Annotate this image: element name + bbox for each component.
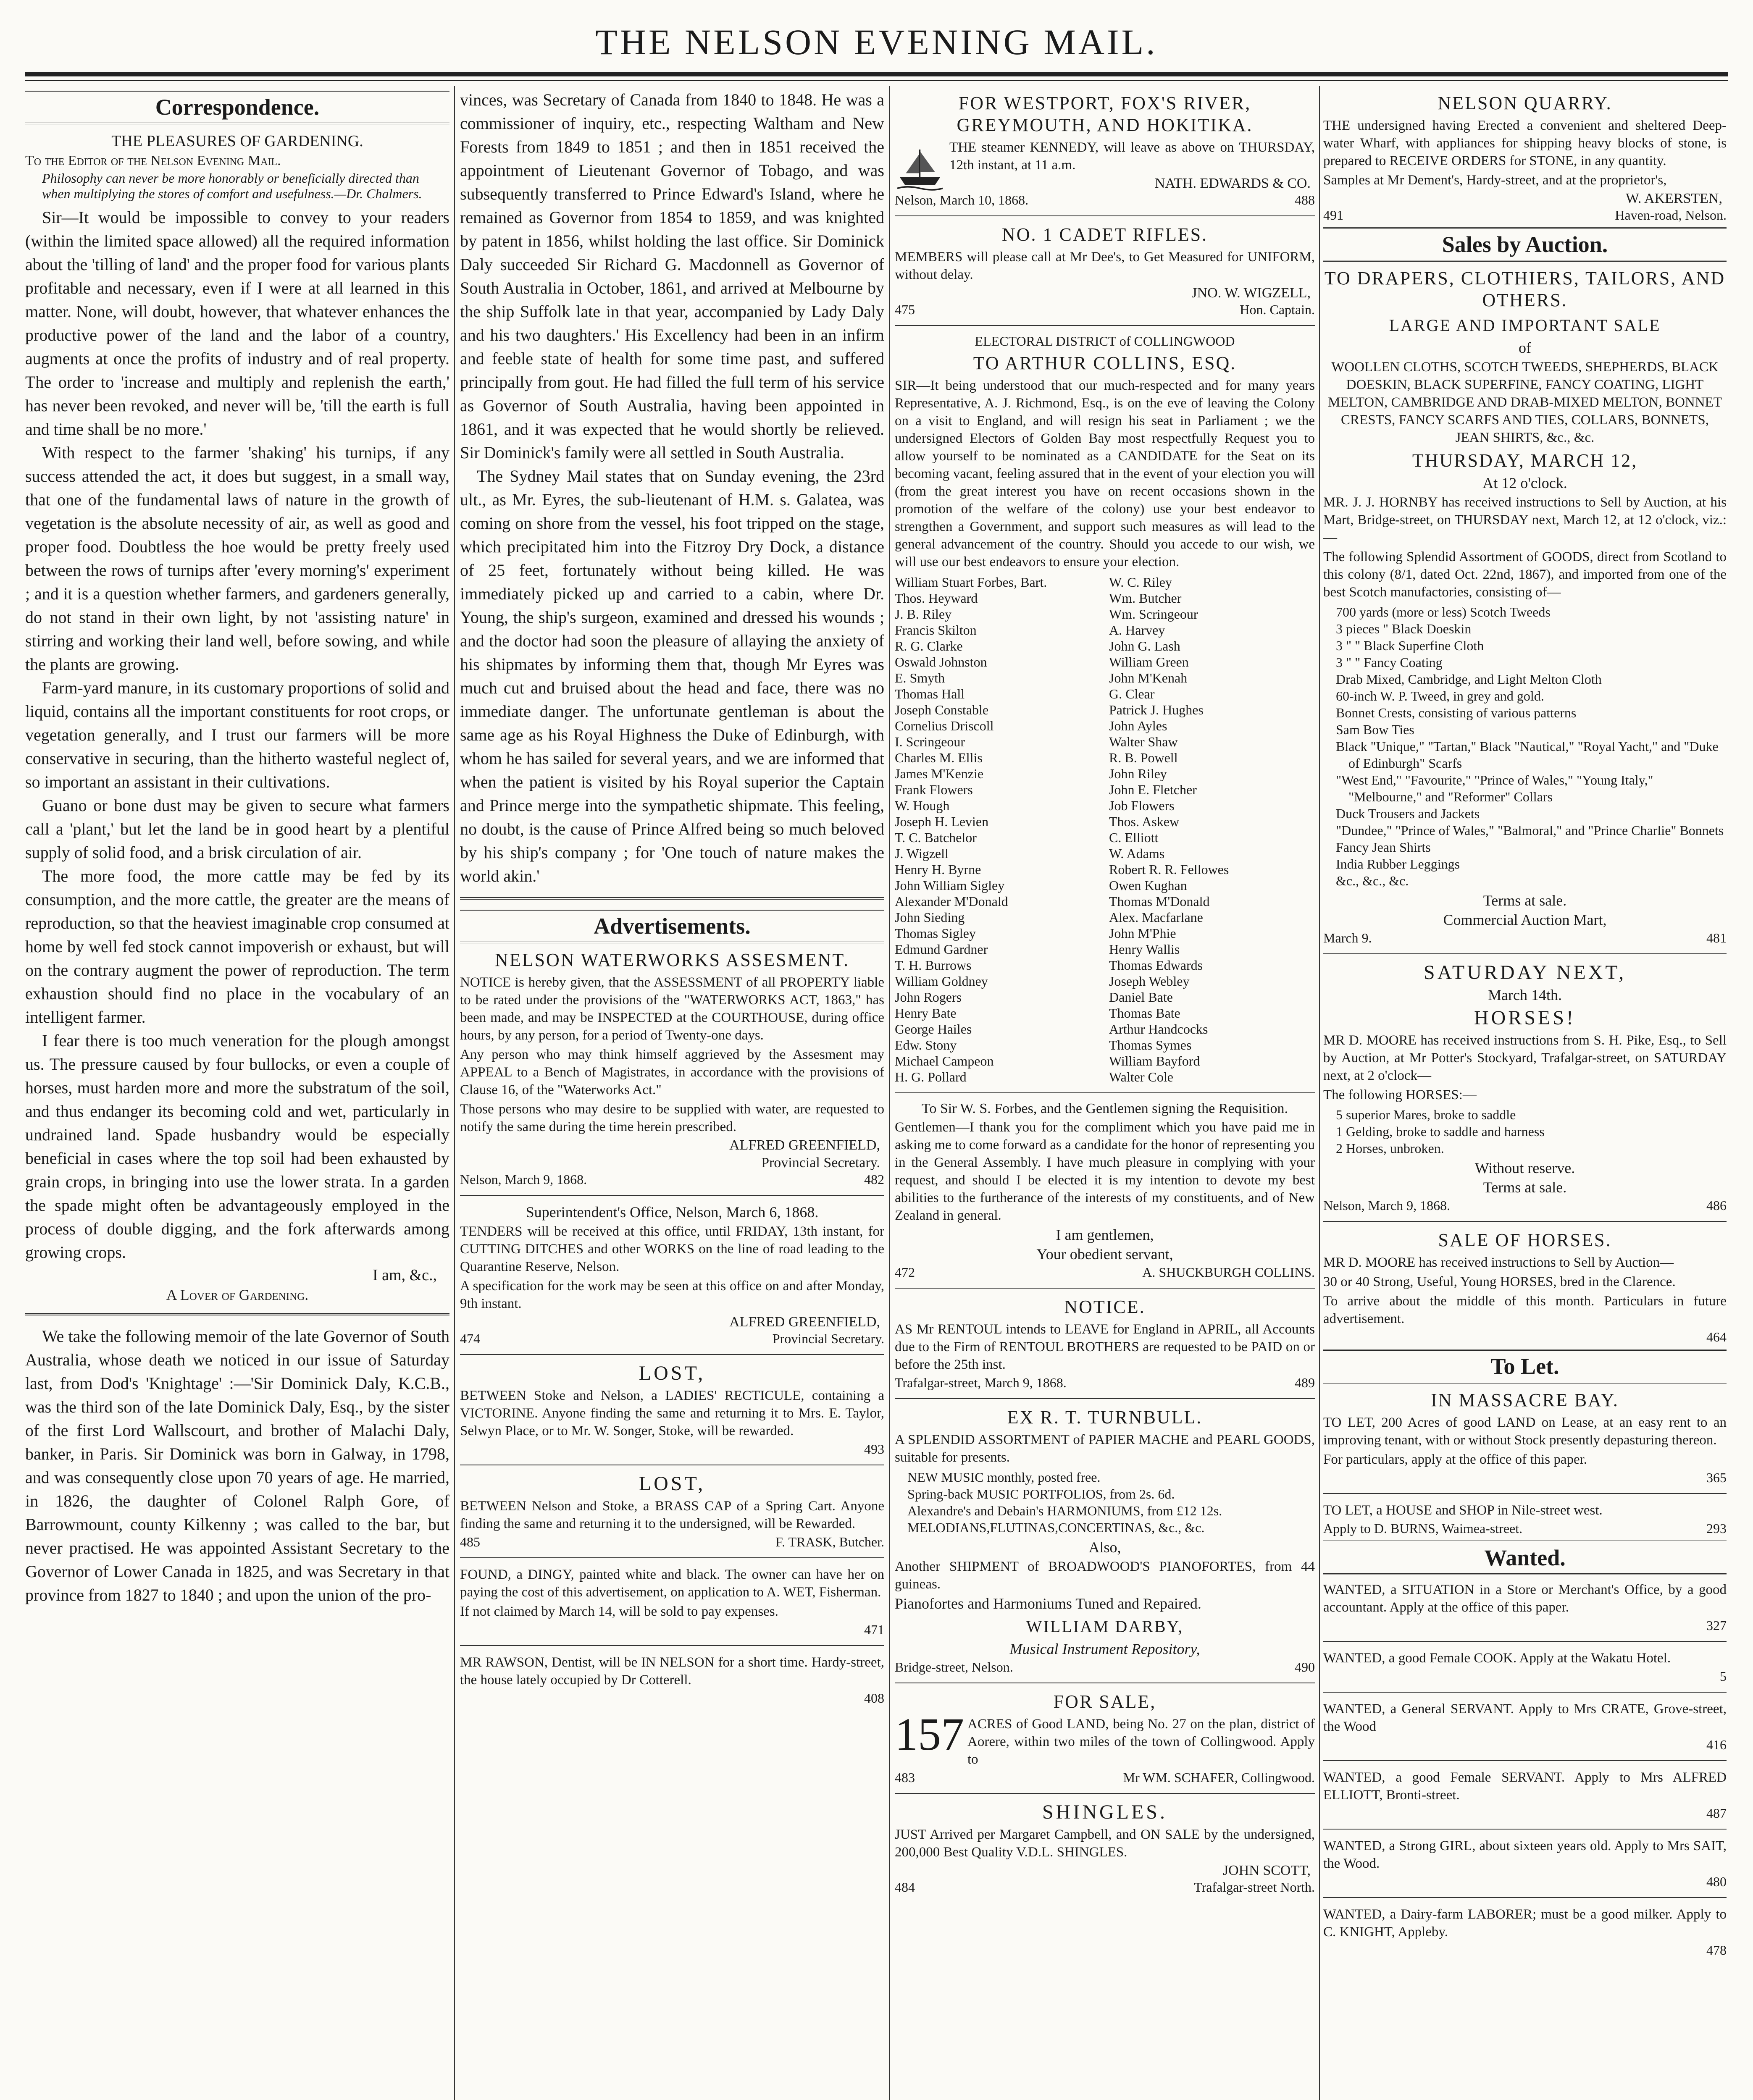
column-1 [25,88,449,2100]
list-item: Duck Trousers and Jackets [1336,806,1480,821]
ad-number: 472 [895,1265,915,1280]
list-item: NEW MUSIC monthly, posted free. [907,1470,1101,1485]
signatory-name: Walter Shaw [1109,734,1178,749]
ad-number: 327 [1706,1618,1727,1633]
ad-date: Nelson, March 9, 1868. [1323,1198,1451,1213]
signatory-name: John William Sigley [895,878,1005,893]
ad-street: Bridge-street, Nelson. [895,1659,1013,1675]
ad-heading: FOR SALE, [1053,1691,1156,1712]
divider [1323,1641,1727,1642]
ad-nile-street [1323,1502,1727,1536]
signatory-name: Oswald Johnston [895,654,987,669]
ad-text: TO LET, 200 Acres of good LAND on Lease, at an easy rent to an improving tenant, with or without Stock presently depasturing thereon. [1323,1415,1727,1448]
ad-number: 475 [895,302,915,317]
ad-text: The following HORSES:— [1323,1087,1477,1102]
ad-wanted [1323,1649,1727,1684]
signatory-name: Wm. Scringeour [1109,606,1198,622]
signatory-name: Michael Campeon [895,1053,994,1068]
signatory-name: J. Wigzell [895,846,949,861]
ad-date: March 14th. [1488,987,1562,1003]
memoir-article: We take the following memoir of the late Governor of South Australia, whose death we noticed in our issue of Saturday last, from Dod's 'Knightage' :—'Sir Dominick Daly, K.C.B., was the third son of the late Dominick Daly, Esq., by the sister of the first Lord Wallscourt, and brother of Malachi Daly, banker, in Paris. Sir Dominick was born in Galway, in 1798, and was consequently close upon 70 years of age. He married, in 1826, the daughter of Colonel Ralph Gore, of Barrowmount, county Kilkenny ; was called to the bar, but never practised. He was appointed Assistant Secretary to the Governor of Lower Canada in 1825, and was Secretary in that province from 1827 to 1840 ; and upon the union of the pro- [25,1327,449,1604]
section-advertisements: Advertisements. [460,909,884,943]
ad-signature: W. AKERSTEN, [1625,191,1722,206]
ad-cadet-rifles [895,224,1315,318]
ad-text: FOUND, a DINGY, painted white and black. The owner can have her on paying the cost of this advertisement, on application to A. WET, Fisherman. [460,1567,884,1600]
ad-text: WANTED, a Strong GIRL, about sixteen years old. Apply to Mrs SAIT, the Wood. [1323,1838,1727,1871]
signatory-name: Edmund Gardner [895,942,988,957]
column-divider [1319,86,1320,2100]
divider [1323,1221,1727,1222]
ad-heading: NO. 1 CADET RIFLES. [1001,224,1208,245]
ad-signature-title: Provincial Secretary. [761,1155,880,1171]
ad-heading: EX R. T. TURNBULL. [1007,1407,1203,1428]
masthead-rule-thin [25,80,1728,81]
ad-number: 293 [1706,1521,1727,1536]
ad-number: 491 [1323,207,1343,223]
ad-number: 481 [1706,930,1727,945]
signatory-name: Arthur Handcocks [1109,1021,1208,1037]
ad-darby-music [895,1407,1315,1675]
signatory-name: T. C. Batchelor [895,830,977,845]
list-item: 1 Gelding, broke to saddle and harness [1336,1124,1545,1139]
ad-text: A SPLENDID ASSORTMENT of PAPIER MACHE and PEARL GOODS, suitable for presents. [895,1432,1315,1465]
divider [895,215,1315,216]
signatory-name: Joseph Webley [1109,974,1190,989]
ad-for-sale-land [895,1691,1315,1785]
section-wanted: Wanted. [1323,1541,1727,1575]
ad-signature: ALFRED GREENFIELD, [729,1137,880,1153]
signatory-name: John Riley [1109,766,1167,781]
signatory-name: William Bayford [1109,1053,1200,1068]
signatory-name: Thomas M'Donald [1109,894,1210,909]
acres-number: 157 [895,1709,964,1760]
ad-text: WANTED, a Dairy-farm LABORER; must be a good milker. Apply to C. KNIGHT, Appleby. [1323,1907,1727,1940]
signatory-name: Edw. Stony [895,1037,957,1053]
section-correspondence: Correspondence. [25,90,449,124]
masthead [25,17,1728,71]
ad-text: To arrive about the middle of this month. Particulars in future advertisement. [1323,1294,1727,1326]
item-list [907,1469,1315,1536]
ad-text: The following Splendid Assortment of GOODS, direct from Scotland to this colony (8/1, dated Oct. 22nd, 1867), and imported from one of the best Scotch manufactories, consisting of— [1323,549,1727,600]
signatory-name: William Goldney [895,974,988,989]
signatory-name: John Ayles [1109,718,1167,733]
ad-date-heading: SATURDAY NEXT, [1423,961,1627,984]
signatory-name: Charles M. Ellis [895,750,983,765]
signatory-name: John M'Phie [1109,926,1176,941]
ad-text: MR D. MOORE has received instructions to Sell by Auction— [1323,1255,1674,1270]
ad-signature: F. TRASK, Butcher. [775,1534,884,1549]
signatory-name: Job Flowers [1109,798,1175,813]
divider [895,325,1315,326]
ad-heading: HORSES! [1474,1007,1576,1029]
ad-goods: WOOLLEN CLOTHS, SCOTCH TWEEDS, SHEPHERDS, BLACK DOESKIN, BLACK SUPERFINE, FANCY COATING, LIGHT MELTON, CAMBRIDGE AND DRAB-MIXED MELTON, BONNET CRESTS, FANCY SCARFS AND TIES, COLLARS, BONNETS, JEAN SHIRTS, &c., &c. [1328,360,1722,445]
signatory-name: C. Elliott [1109,830,1159,845]
signatory-name: Robert R. R. Fellowes [1109,862,1229,877]
ad-text: THE undersigned having Erected a convenient and sheltered Deep-water Wharf, with appliances for shipping heavy blocks of stone, is prepared to RECEIVE ORDERS for STONE, in any quantity. [1323,118,1727,168]
ad-text: Apply to D. BURNS, Waimea-street. [1323,1521,1523,1536]
divider [25,1313,449,1315]
signatory-name: Thos. Askew [1109,814,1180,829]
ad-closing: Your obedient servant, [1036,1246,1173,1263]
letter-paragraph: Guano or bone dust may be given to secure what farmers call a 'plant,' but let the land be in good heart by a plentiful supply of solid food, and a brisk circulation of air. [25,796,449,862]
ad-date-heading: THURSDAY, MARCH 12, [1412,450,1638,471]
ad-text: Gentlemen—I thank you for the compliment which you have paid me in asking me to come forward as a candidate for the honor of representing you in the General Assembly. I have much pleasure in complying with your request, and should I be elected it is my intention to devote my best abilities to the furtherance of the interests of my constituents, and of New Zealand in general. [895,1120,1315,1223]
list-item: Drab Mixed, Cambridge, and Light Melton Cloth [1336,672,1602,687]
divider [460,1557,884,1558]
ad-text: WANTED, a good Female SERVANT. Apply to Mrs ALFRED ELLIOTT, Bronti-street. [1323,1770,1727,1803]
ad-text: JUST Arrived per Margaret Campbell, and ON SALE by the undersigned, 200,000 Best Quality V.D.L. SHINGLES. [895,1827,1315,1860]
ad-terms: Terms at sale. [1483,1179,1567,1196]
signatory-name: Daniel Bate [1109,990,1173,1005]
signatories-right [1109,574,1315,1085]
ad-number: 488 [1295,192,1315,207]
letter-paragraph: Farm-yard manure, in its customary proportions of solid and liquid, contains all the important constituents for root crops, or vegetation generally, and I trust our farmers will be more conservative in securing, than the hitherto wasteful neglect of, so important an assistant in their cultivations. [25,678,449,791]
ad-text: WANTED, a General SERVANT. Apply to Mrs CRATE, Grove-street, the Wood [1323,1701,1727,1734]
ad-heading: LOST, [639,1473,706,1495]
ad-signature: JOHN SCOTT, [1222,1863,1311,1878]
signatory-name: Owen Kughan [1109,878,1187,893]
divider [1323,1692,1727,1693]
signatory-name: Alex. Macfarlane [1109,910,1203,925]
ad-notice-rentoul [895,1296,1315,1391]
letter-paragraph: Sir—It would be impossible to convey to your readers (within the limited space allowed) all the required information about the 'tilling of land' and the proper food for various plants profitable and necessary, even if I were at all learned in this matter. None, will doubt, however, that whatever enhances the productive power of the land and the labor of a country, augments at once the profits of industry and of real property. The order to 'increase and multiply and replenish the earth,' has never been revoked, and never will be, 'till the earth is full and time shall be no more.' [25,208,449,438]
list-item: 3 " " Fancy Coating [1336,655,1443,670]
ad-number: 484 [895,1880,915,1895]
signatory-name: Thos. Heyward [895,591,978,606]
signatory-name: Henry H. Byrne [895,862,981,877]
ad-time: At 12 o'clock. [1482,475,1567,491]
ad-number: 5 [1720,1669,1727,1684]
signatory-name: Patrick J. Hughes [1109,702,1204,717]
divider [460,1645,884,1646]
signatories-left [895,574,1101,1085]
ad-number: 486 [1706,1198,1727,1213]
ad-wanted [1323,1769,1727,1821]
letter-title: THE PLEASURES OF GARDENING. [111,132,363,150]
list-item: Black "Unique," "Tartan," Black "Nautical," "Royal Yacht," and "Duke of Edinburgh" Scarfs [1336,739,1719,771]
letter-paragraph: With respect to the farmer 'shaking' his turnips, if any success attended the act, it does but suggest, in a small way, that one of the fundamental laws of nature in the growth of vegetation is the absolute necessity of air, as well as good and proper food. Doubtless the hoe would be pretty freely used between the rows of turnips after 'every morning's' experiment ; and it is a question whether farmers, and gardeners generally, do not stand in their own light, by not 'assisting nature' in stirring and working their land well, before sowing, and while the plants are growing. [25,443,449,674]
divider [460,1195,884,1196]
ad-heading: FOR WESTPORT, FOX'S RIVER, GREYMOUTH, AND HOKITIKA. [957,93,1253,135]
signatory-name: R. G. Clarke [895,638,963,654]
signatory-name: Alexander M'Donald [895,894,1008,909]
ad-heading: SHINGLES. [1042,1801,1167,1823]
ad-found-dingy [460,1566,884,1638]
ad-number: 493 [864,1441,884,1457]
list-item: Alexandre's and Debain's HARMONIUMS, from £12 12s. [907,1503,1222,1518]
list-item: Spring-back MUSIC PORTFOLIOS, from 2s. 6d. [907,1486,1175,1502]
ad-number: 416 [1706,1737,1727,1752]
signatory-name: John M'Kenah [1109,670,1188,685]
signatory-name: Thomas Edwards [1109,958,1203,973]
ad-street: Haven-road, Nelson. [1615,207,1727,223]
ad-heading: To Sir W. S. Forbes, and the Gentlemen signing the Requisition. [921,1101,1288,1116]
ad-dentist [460,1654,884,1706]
ad-text: Another SHIPMENT of BROADWOOD'S PIANOFORTES, from 44 guineas. [895,1559,1315,1592]
ad-text: MEMBERS will please call at Mr Dee's, to Get Measured for UNIFORM, without delay. [895,249,1315,282]
signatory-name: I. Scringeour [895,734,965,749]
ad-text: SIR—It being understood that our much-respected and for many years Representative, A. J. Richmond, Esq., is on the eve of leaving the Colony on a visit to England, and will resign his seat in Parliament ; we the undersigned Electors of Golden Bay most respectfully Request you to allow yourself to be nominated as a CANDIDATE for the Seat on its becoming vacant, feeling assured that in the event of your election you will (from the great interest you have on recent occasions shown in the promotion of the welfare of the colony) use your best endeavor to strengthen a Government, and support such measures as will lead to the general advancement of the country. Should you accede to our wish, we will use our best endeavors to ensure your election. [895,378,1315,570]
ad-text: TO LET, a HOUSE and SHOP in Nile-street west. [1323,1503,1603,1518]
ad-signature: A. SHUCKBURGH COLLINS. [1142,1265,1315,1280]
ad-number: 471 [864,1622,884,1637]
signatory-name: Thomas Bate [1109,1005,1180,1021]
divider [1323,1493,1727,1494]
divider [895,1398,1315,1399]
ad-text: MR RAWSON, Dentist, will be IN NELSON for a short time. Hardy-street, the house lately occupied by Dr Cotterell. [460,1655,884,1688]
signatory-name: John Sieding [895,910,965,925]
divider [460,1354,884,1355]
signatory-name: Henry Wallis [1109,942,1180,957]
letter-signature: A Lover of Gardening. [166,1286,309,1303]
ad-heading: NELSON WATERWORKS ASSESMENT. [495,950,849,970]
signatory-name: G. Clear [1109,686,1155,701]
ad-number: 489 [1295,1375,1315,1390]
ad-heading: TO DRAPERS, CLOTHIERS, TAILORS, AND OTHERS. [1324,268,1726,310]
divider [1323,1760,1727,1761]
ad-number: 487 [1706,1806,1727,1821]
signatory-name: Frank Flowers [895,782,973,797]
ad-closing: I am gentlemen, [1056,1226,1154,1243]
ad-text: THE steamer KENNEDY, will leave as above on THURSDAY, 12th instant, at 11 a.m. [949,140,1315,173]
ad-date: Nelson, March 10, 1868. [895,192,1029,207]
ad-lost-recticule [460,1362,884,1457]
ad-number: 490 [1295,1659,1315,1675]
ad-text: AS Mr RENTOUL intends to LEAVE for England in APRIL, all Accounts due to the Firm of RENTOUL BROTHERS are requested to be PAID on or before the 25th inst. [895,1322,1315,1372]
ad-wanted [1323,1906,1727,1958]
signatory-name: R. B. Powell [1109,750,1178,765]
ad-shop: Musical Instrument Repository, [1009,1641,1200,1657]
ad-office: Superintendent's Office, Nelson, March 6, 1868. [526,1204,819,1221]
signatory-name: Thomas Hall [895,686,965,701]
ad-signature-title: Hon. Captain. [1240,302,1315,317]
ad-text: If not claimed by March 14, will be sold to pay expenses. [460,1604,778,1619]
list-item: "Dundee," "Prince of Wales," "Balmoral," and "Prince Charlie" Bonnets [1336,823,1724,838]
ad-text: Those persons who may desire to be supplied with water, are requested to notify the same during the time herein prescribed. [460,1102,884,1134]
ad-number: 474 [460,1331,480,1346]
ad-number: 365 [1706,1470,1727,1485]
list-item: 700 yards (more or less) Scotch Tweeds [1336,604,1551,620]
newspaper-title: THE NELSON EVENING MAIL. [595,22,1158,62]
ad-subheading: LARGE AND IMPORTANT SALE [1389,316,1661,335]
ad-text: ACRES of Good LAND, being No. 27 on the plan, district of Aorere, within two miles of the town of Collingwood. Apply to [967,1717,1315,1767]
letter-closing: I am, &c., [372,1266,437,1284]
signatory-name: John E. Fletcher [1109,782,1197,797]
ad-date: Nelson, March 9, 1868. [460,1172,587,1187]
signatory-name: E. Smyth [895,670,945,685]
ad-number: 478 [1706,1942,1727,1958]
ad-date: Trafalgar-street, March 9, 1868. [895,1375,1067,1390]
list-item: 2 Horses, unbroken. [1336,1141,1444,1156]
ad-text: BETWEEN Nelson and Stoke, a BRASS CAP of a Spring Cart. Anyone finding the same and returning it to the undersigned, will be Rewarded. [460,1499,884,1531]
ad-massacre-bay [1323,1389,1727,1486]
letter-paragraph: The more food, the more cattle may be fed by its consumption, and the more cattle, the greater are the means of reproduction, so that the heaviest imaginable crop consumed at home by well fed stock cannot impoverish or exhaust, but will on the contrary augment the power of reproduction. The term exhaustion should find no place in the vocabulary of an intelligent farmer. [25,866,449,1026]
signatory-name: J. B. Riley [895,606,952,622]
ad-signature: NATH. EDWARDS & CO. [1154,176,1311,191]
list-item: Fancy Jean Shirts [1336,840,1431,855]
signatory-name: Henry Bate [895,1005,957,1021]
divider [1323,1829,1727,1830]
list-item: 3 " " Black Superfine Cloth [1336,638,1484,653]
ad-signature-title: Provincial Secretary. [772,1331,884,1346]
ad-number: 482 [864,1172,884,1187]
ad-heading: NOTICE. [1064,1297,1146,1317]
sydney-article: The Sydney Mail states that on Sunday evening, the 23rd ult., as Mr. Eyres, the sub-lieutenant of H.M. s. Galatea, was coming on shore from the vessel, his foot tripped on the stage, which precipitated him into the Fitzroy Dry Dock, a distance of 25 feet, fortunately without being killed. He was immediately picked up and carried to a cabin, where Dr. Young, the ship's surgeon, examined and dressed his wounds ; and the doctor had soon the pleasure of allaying the anxiety of his shipmates by informing them that, though Mr Eyres was much cut and bruised about the head and face, there was no immediate danger. The unfortunate gentleman is about the same age as his Royal Highness the Duke of Edinburgh, with whom he has sailed for several years, and we are informed that when the patient is visited by his Royal superior the Captain and Prince merge into the sympathetic shipmate. This feeling, no doubt, is the cause of Prince Alfred being so much beloved by his ship's company ; for 'One touch of nature makes the world akin.' [460,467,884,885]
signatory-name: Thomas Symes [1109,1037,1192,1053]
ad-heading: LOST, [639,1362,706,1384]
divider [1323,1897,1727,1898]
ad-waterworks [460,949,884,1187]
list-item: India Rubber Leggings [1336,856,1460,872]
divider [1323,953,1727,954]
masthead-rule [25,72,1728,76]
ad-wanted [1323,1700,1727,1753]
ad-number: 480 [1706,1874,1727,1889]
signatory-name: W. Adams [1109,846,1165,861]
ad-number: 408 [864,1690,884,1706]
column-divider [454,86,455,2100]
ad-text: Also, [1088,1539,1121,1556]
signatory-name: James M'Kenzie [895,766,984,781]
signatory-name: Wm. Butcher [1109,591,1182,606]
ad-horses-auction [1323,962,1727,1213]
ad-text: For particulars, apply at the office of this paper. [1323,1452,1587,1467]
ad-quarry [1323,92,1727,223]
signatory-name: George Hailes [895,1021,972,1037]
ad-signature: ALFRED GREENFIELD, [729,1314,880,1330]
ad-text: BETWEEN Stoke and Nelson, a LADIES' RECTICULE, containing a VICTORINE. Anyone finding the same and returning it to Mrs. E. Taylor, Selwyn Place, or to Mr. W. Songer, Stoke, will be rewarded. [460,1388,884,1438]
ad-lost-cap [460,1473,884,1550]
ad-heading: IN MASSACRE BAY. [1431,1390,1619,1410]
ad-text: Samples at Mr Dement's, Hardy-street, and at the proprietor's, [1323,173,1667,188]
signatory-name: A. Harvey [1109,622,1165,638]
ad-text: 30 or 40 Strong, Useful, Young HORSES, bred in the Clarence. [1323,1274,1676,1289]
letter-addressee: To the Editor of the Nelson Evening Mail. [25,153,281,168]
ad-signature: JNO. W. WIGZELL, [1191,285,1311,301]
section-sales-by-auction: Sales by Auction. [1323,227,1727,262]
ad-electoral-requisition [895,333,1315,1085]
list-item: "West End," "Favourite," "Prince of Wales," "Young Italy," "Melbourne," and "Reformer" Collars [1336,772,1653,804]
signatory-name: William Green [1109,654,1189,669]
signatory-name: Joseph H. Levien [895,814,989,829]
ad-terms: Terms at sale. [1483,892,1567,909]
ad-text: MR D. MOORE has received instructions from S. H. Pike, Esq., to Sell by Auction, at Mr Potter's Stockyard, Trafalgar-street, on SATURDAY next, at 2 o'clock— [1323,1033,1727,1083]
list-item: Sam Bow Ties [1336,722,1414,737]
ad-signature: Mr WM. SCHAFER, Collingwood. [1123,1770,1315,1785]
item-list [1336,1106,1727,1157]
letter-epigraph: Philosophy can never be more honorably or beneficially directed than when multiplying the stores of comfort and usefulness.—Dr. Chalmers. [42,171,422,201]
signatory-name: T. H. Burrows [895,958,972,973]
signatory-name: John Rogers [895,990,962,1005]
ad-drapers-sale [1323,268,1727,946]
ad-text: WANTED, a good Female COOK. Apply at the Wakatu Hotel. [1323,1651,1671,1666]
ad-steamer [895,92,1315,208]
list-item: 5 superior Mares, broke to saddle [1336,1107,1516,1122]
ad-wanted [1323,1837,1727,1890]
ship-icon [895,142,945,192]
ad-text: Pianofortes and Harmoniums Tuned and Repaired. [895,1595,1201,1612]
ad-mart: Commercial Auction Mart, [1443,911,1607,928]
ad-heading: TO ARTHUR COLLINS, ESQ. [973,353,1237,373]
ad-collins-reply [895,1101,1315,1280]
section-to-let: To Let. [1323,1349,1727,1383]
ad-number: 483 [895,1770,915,1785]
signatory-name: William Stuart Forbes, Bart. [895,575,1047,590]
ad-date: March 9. [1323,930,1372,945]
signatory-name: W. Hough [895,798,950,813]
list-item: Bonnet Crests, consisting of various patterns [1336,705,1577,720]
signatory-name: Walter Cole [1109,1069,1173,1084]
item-list [1336,604,1727,889]
column-2 [460,88,884,2100]
column-3 [895,88,1315,2100]
ad-sale-of-horses [1323,1229,1727,1345]
ad-shingles [895,1801,1315,1895]
memoir-continued: vinces, was Secretary of Canada from 1840 to 1848. He was a commissioner of inquiry, etc., respecting Waltham and New Forests from 1849 to 1851 ; and then in 1851 received the appointment of Lieutenant Governor of Tobago, and was subsequently transferred to Prince Edward's Island, where he remained as Governor from 1854 to 1859, and was knighted by patent in 1856, whilst holding the last office. Sir Dominick Daly succeeded Sir Richard G. Macdonnell as Governor of South Australia in October, 1861, and arrived at Melbourne by the ship Suffolk late in that year, accompanied by Lady Daly and his two daughters.' His Excellency had been in an infirm and feeble state of health for some time past, and suffered principally from gout. He had filled the full term of his service as Governor of South Australia, having been appointed in 1861, and it was expected that he would shortly be relieved. Sir Dominick's family were all settled in South Australia. [460,90,884,462]
signatory-name: H. G. Pollard [895,1069,967,1084]
divider [895,1092,1315,1093]
ad-heading: SALE OF HORSES. [1438,1230,1612,1250]
list-item: &c., &c., &c. [1336,873,1409,888]
signatory-name: Cornelius Driscoll [895,718,994,733]
signatory-name: Joseph Constable [895,702,989,717]
ad-street: Trafalgar-street North. [1194,1880,1315,1895]
letter-paragraph: I fear there is too much veneration for the plough amongst us. The pressure caused by four bullocks, or even a couple of horses, must harden more and more the substratum of the soil, and thus endanger its becoming cold and wet, particularly in undrained land. Spade husbandry would be especially beneficial in cases where the top soil had been exhausted by grain crops, in bringing into use the lower strata. In a garden the spade might often be advantageously employed in the process of double digging, and the fork afterwards among growing crops. [25,1031,449,1262]
ad-district: ELECTORAL DISTRICT of COLLINGWOOD [975,333,1235,349]
ad-number: 464 [1706,1329,1727,1344]
ad-text: TENDERS will be received at this office, until FRIDAY, 13th instant, for CUTTING DITCHES and other WORKS on the line of road leading to the Quarantine Reserve, Nelson. [460,1224,884,1274]
ad-text: MR. J. J. HORNBY has received instructions to Sell by Auction, at his Mart, Bridge-street, on THURSDAY next, March 12, at 12 o'clock, viz.:— [1323,495,1727,545]
ad-text: of [1519,339,1531,356]
ad-text: NOTICE is hereby given, that the ASSESSMENT of all PROPERTY liable to be rated under the provisions of the "WATERWORKS ACT, 1863," has been made, and may be INSPECTED at the COURTHOUSE, during office hours, by any person, for a period of Twenty-one days. [460,975,884,1043]
column-4 [1323,88,1727,2100]
divider [895,1793,1315,1794]
ad-heading: NELSON QUARRY. [1438,93,1612,113]
signatory-name: Francis Skilton [895,622,977,638]
ad-number: 485 [460,1534,480,1549]
ad-text: WANTED, a SITUATION in a Store or Merchant's Office, by a good accountant. Apply at the office of this paper. [1323,1582,1727,1615]
divider [460,897,884,900]
ad-text: Any person who may think himself aggrieved by the Assesment may APPEAL to a Bench of Magistrates, in accordance with the provisions of Clause 16, of the "Waterworks Act." [460,1047,884,1097]
signatories-list [895,574,1315,1085]
ad-reserve: Without reserve. [1474,1160,1575,1176]
ad-text: A specification for the work may be seen at this office on and after Monday, 9th instant. [460,1278,884,1311]
ad-tenders [460,1203,884,1347]
list-item: MELODIANS,FLUTINAS,CONCERTINAS, &c., &c. [907,1520,1205,1535]
signatory-name: John G. Lash [1109,638,1180,654]
divider [895,1288,1315,1289]
list-item: 3 pieces " Black Doeskin [1336,621,1472,636]
ad-signature: WILLIAM DARBY, [1026,1617,1184,1636]
list-item: 60-inch W. P. Tweed, in grey and gold. [1336,688,1544,704]
column-divider [889,86,890,2100]
signatory-name: W. C. Riley [1109,575,1172,590]
ad-wanted [1323,1581,1727,1633]
signatory-name: Thomas Sigley [895,926,976,941]
